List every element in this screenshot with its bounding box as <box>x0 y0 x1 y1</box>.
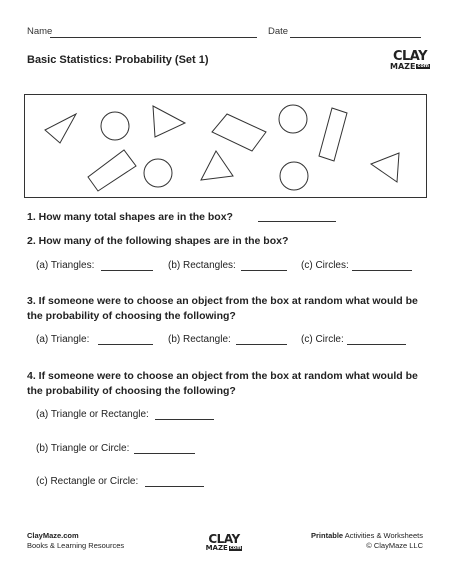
q4-option-rectangle-or-circle: (c) Rectangle or Circle: <box>36 476 139 487</box>
q2-rectangles-field[interactable] <box>241 270 287 271</box>
q3-triangle-field[interactable] <box>98 344 153 345</box>
rectangle-shape <box>88 150 136 191</box>
question-1: 1. How many total shapes are in the box? <box>27 211 233 223</box>
logo-clay-text: CLAY <box>392 48 428 64</box>
q2-option-triangles: (a) Triangles: <box>36 260 95 271</box>
q1-answer-field[interactable] <box>258 221 336 222</box>
q4-triangle-or-rectangle-field[interactable] <box>155 419 214 420</box>
footer-site: ClayMaze.com <box>27 531 79 540</box>
q4-rectangle-or-circle-field[interactable] <box>145 486 204 487</box>
footer-left <box>27 531 124 551</box>
question-4-line-2: the probability of choosing the following? <box>27 385 236 397</box>
footer-tagline: Books & Learning Resources <box>27 541 125 550</box>
question-3-line-1: 3. If someone were to choose an object from the box at random what would be <box>27 295 418 307</box>
circle-shape <box>101 112 129 140</box>
triangle-shape <box>45 114 76 143</box>
logo-maze-text: MAZE <box>389 61 416 71</box>
triangle-shape <box>371 153 399 182</box>
q2-option-circles: (c) Circles: <box>301 260 349 271</box>
q4-option-triangle-or-rectangle: (a) Triangle or Rectangle: <box>36 409 149 420</box>
triangle-shape <box>153 106 185 137</box>
footer-printable-bold: Printable <box>311 531 344 540</box>
name-field[interactable] <box>50 37 257 38</box>
q2-triangles-field[interactable] <box>101 270 153 271</box>
q4-triangle-or-circle-field[interactable] <box>134 453 195 454</box>
rectangle-shape <box>212 114 266 151</box>
footer-copyright: © ClayMaze LLC <box>366 541 423 550</box>
footer-right <box>311 531 423 551</box>
footer-logo-clay-text: CLAY <box>208 531 240 546</box>
footer-printable-line <box>311 531 423 541</box>
q4-option-triangle-or-circle: (b) Triangle or Circle: <box>36 443 130 454</box>
triangle-shape <box>201 151 233 180</box>
footer-logo-maze-text: MAZE <box>205 543 228 552</box>
q3-option-triangle: (a) Triangle: <box>36 334 90 345</box>
q3-option-rectangle: (b) Rectangle: <box>168 334 231 345</box>
name-label: Name <box>27 26 53 37</box>
circle-shape <box>280 162 308 190</box>
q3-option-circle: (c) Circle: <box>301 334 344 345</box>
claymaze-logo <box>389 44 430 76</box>
footer-logo-com-badge: com <box>229 544 242 551</box>
question-4-line-1: 4. If someone were to choose an object from the box at random what would be <box>27 370 418 382</box>
page-title: Basic Statistics: Probability (Set 1) <box>27 54 209 66</box>
shapes-canvas <box>25 95 426 197</box>
date-field[interactable] <box>290 37 421 38</box>
question-2: 2. How many of the following shapes are in the box? <box>27 235 289 247</box>
rectangle-shape <box>319 108 347 161</box>
circle-shape <box>144 159 172 187</box>
circle-shape <box>279 105 307 133</box>
shapes-box <box>24 94 427 198</box>
footer-logo <box>207 527 241 557</box>
footer-activities: Activities & Worksheets <box>344 531 423 540</box>
q2-option-rectangles: (b) Rectangles: <box>168 260 236 271</box>
q3-circle-field[interactable] <box>347 344 406 345</box>
date-label: Date <box>268 26 289 37</box>
question-3-line-2: the probability of choosing the following? <box>27 310 236 322</box>
q2-circles-field[interactable] <box>352 270 412 271</box>
logo-com-badge: com <box>417 63 430 69</box>
q3-rectangle-field[interactable] <box>236 344 287 345</box>
